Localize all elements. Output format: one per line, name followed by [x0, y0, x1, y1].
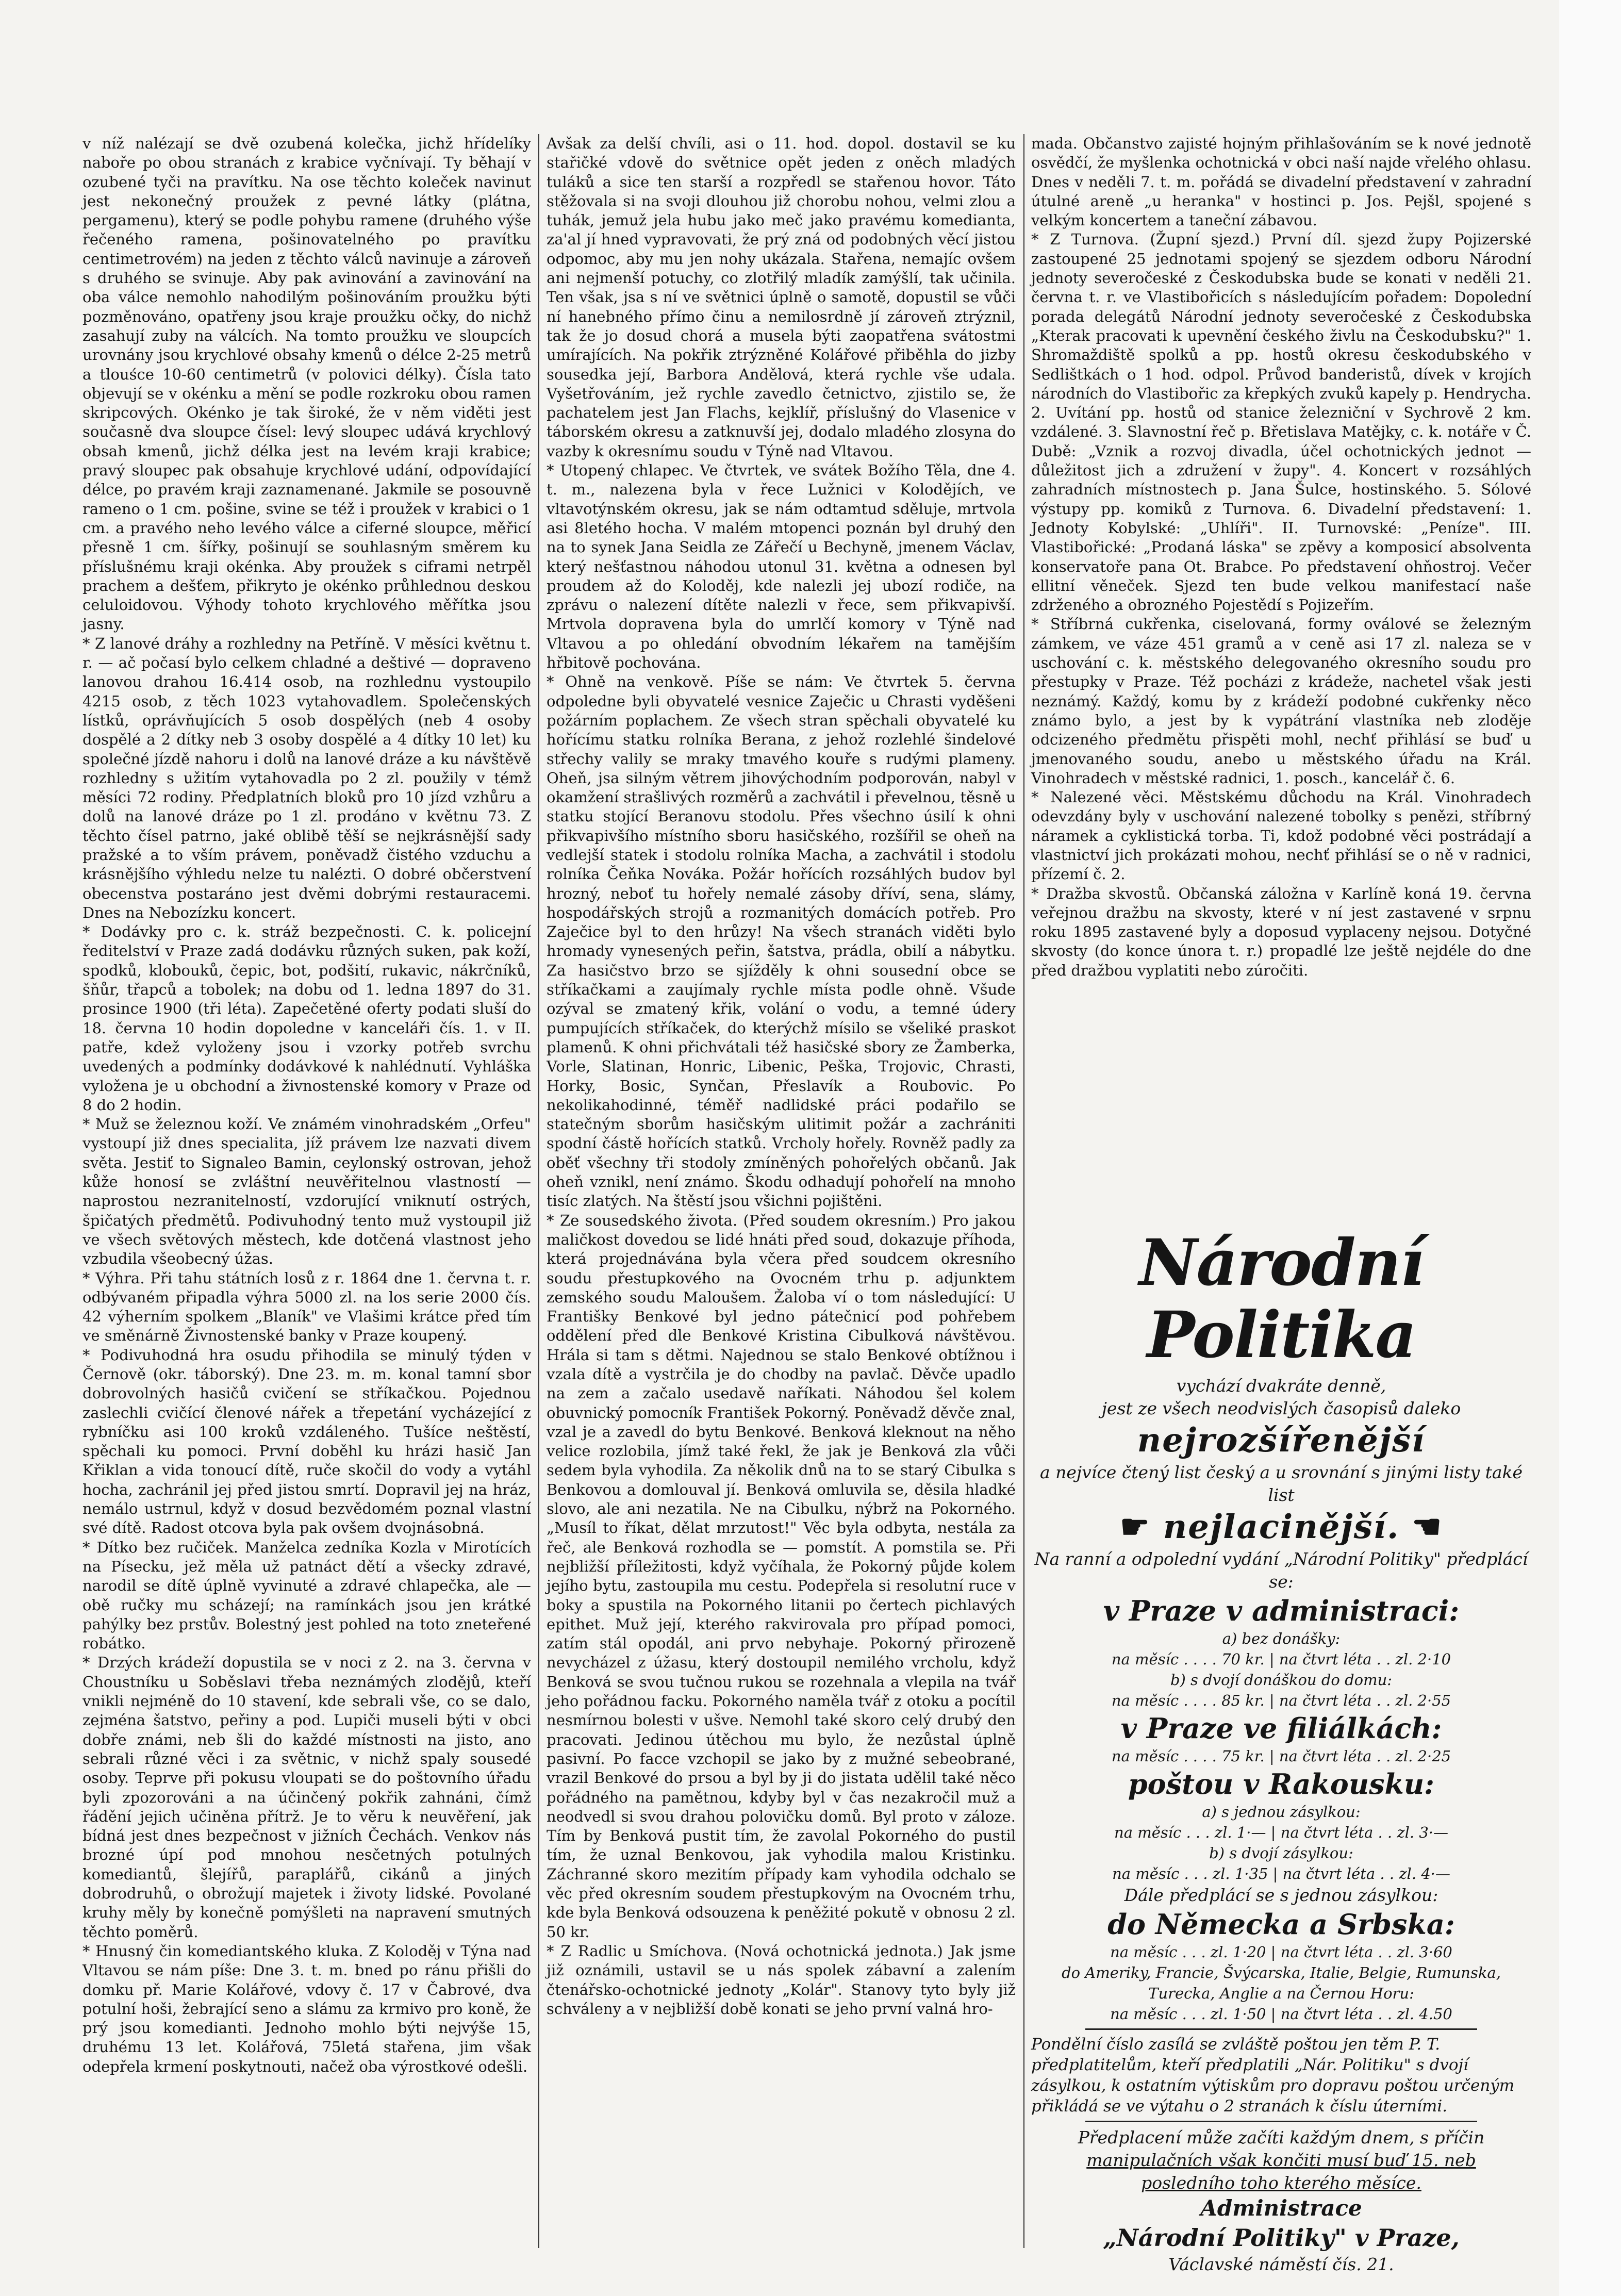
- column-rule: [538, 134, 539, 2248]
- article-paragraph: * Dítko bez ručiček. Manželca zedníka Kozla v Mirotících na Písecku, jež měla už patnáct dětí a všecky zdravé, narodil se dítě úplně vyvinuté a zdravé chlapečka, ale — obě ručky mu scházejí; na ramínkách jsou jen krátké pahýlky bez prstův. Bolestný jest pohled na toto zneteřené robátko.: [82, 1538, 531, 1653]
- ad-price-row: na měsíc . . . zl. 1·50 | na čtvrt léta . . zl. 4.50: [1110, 2005, 1452, 2023]
- article-paragraph: mada. Občanstvo zajisté hojným přihlašováním se k nové jednotě osvědčí, že myšlenka ochotnická v obci naší najde vřelého ohlasu. Dnes v neděli 7. t. m. pořádá se divadelní představení v zahradní útulné areně „u heranka" v hostinci p. Jos. Pejšl, spojené s velkým koncertem a taneční zábavou.: [1031, 135, 1531, 229]
- column-3: [1031, 134, 1531, 2274]
- pointing-hand-icon: ☛: [1120, 1508, 1163, 1546]
- ad-admin-name: „Národní Politiky" v Praze,: [1103, 2224, 1460, 2252]
- ad-line: Na ranní a odpolední vydání „Národní Politiky" předplácí se:: [1034, 1549, 1528, 1592]
- column-rule: [1023, 134, 1024, 2248]
- ad-price-label: b) s dvojí zásylkou:: [1209, 1844, 1353, 1862]
- column-3-articles: [1031, 134, 1531, 980]
- ad-line: Dále předplácí se s jednou zásylkou:: [1124, 1885, 1438, 1905]
- ad-line: jest ze všech neodvislých časopisů daleko: [1101, 1398, 1461, 1418]
- ad-divider: [1085, 2121, 1477, 2122]
- ad-admin-address: Václavské náměstí čís. 21.: [1168, 2254, 1394, 2274]
- ad-headline: [1031, 1507, 1531, 1548]
- newspaper-page: [82, 134, 1531, 2274]
- ad-administrace: Administrace: [1200, 2195, 1362, 2221]
- ad-line: a nejvíce čtený list český a u srovnání s jinými listy také list: [1039, 1462, 1523, 1505]
- ad-price-row: na měsíc . . . . 70 kr. | na čtvrt léta . . zl. 2·10: [1111, 1650, 1451, 1668]
- ad-note: Pondělní číslo zasílá se zvláště poštou jen těm P. T. předplatitelům, kteří předplatili „Nár. Politiku" s dvojí zásylkou, k ostatním výtiskům pro dopravu poštou určeným přikládá se ve výtahu o 2 stranách k číslu úterními.: [1031, 2035, 1515, 2116]
- ad-subhead: v Praze ve filiálkách:: [1120, 1712, 1442, 1745]
- pointing-hand-icon: ☚: [1399, 1508, 1443, 1546]
- article-paragraph: * Ze sousedského života. (Před soudem okresním.) Pro jakou maličkost dovedou se lidé hnáti před soud, dokazuje příhoda, která projednávána byla včera před soudcem okresního soudu přestupkového na Ovocném trhu p. adjunktem zemského soudu Maloušem. Žaloba ví o tom následující: U Františky Benkové byl jedno pátečnicí pod pohřebem oddělení před dle Benkové Kristina Cibulková návštěvou. Hrála si tam s dětmi. Najednou se stalo Benkové obtížnou i vzala dítě a vystrčila je do chodby na pavlač. Děvče upadlo na zem a začalo usedavě naříkati. Náhodou šel kolem obuvnický pomocník František Pokorný. Poněvadž děvče znal, vzal je a zavedl do bytu Benkové. Benková kleknout na něho velice rozlobila, jímž také řekl, že jak je Benková zla vůči sedem byla vyhodila. Za několik dnů na to se starý Cibulka s Benkovou a domlouval jí. Benková omluvila se, děsila hladké slovo, ale ani nezatila. Ne na Cibulku, nýbrž na Pokorného. „Musíl to říkat, dělat mrzutost!" Věc byla odbyta, nestála za řeč, ale Benková rozhodla se — pomstít. A pomstila se. Při nejbližší příležitosti, když vyčíhala, že Pokorný půjde kolem jejího bytu, zastoupila mu cestu. Podepřela si resolutní ruce v boky a spustila na Pokorného litanii po čertech pichlavých epithet. Muž její, kterého rakvirovala pro případ pomoci, zatím stál opodál, ani prvo nebyhaje. Pokorný přirozeně nevycházel z úžasu, který dostoupil nemilého vrcholu, když Benková se svou tučnou rukou se rozehnala a vlepila na tvář jeho pořádnou facku. Pokorného naměla tvář z otoku a pocítil nesmírnou bolesti v ušve. Nemohl také skoro celý drubý den pracovati. Jedinou útěchou mu bylo, že nezůstal úplně pasivní. Po facce vzchopil se jako by z mužné sebeobrané, vrazil Benkové do prsou a byl by ji do jistata udělil také něco pořádného na pamětnou, kdyby byl v čas nezakročil muž a neodvedl si svou drahou polovičku domů. Byl proto v záloze. Tím by Benková pustit tím, že zavolal Pokorného do pustil tím, že uznal Benkovou, jak vyhodila malou Kristinku. Záchranné skoro mezitím případy kam vyhodila odchalo se věc před okresním soudem přestupkovým na Ovocném trhu, kde byla Benková odsouzena k peněžité pokutě v obnosu 2 zl. 50 kr.: [547, 1211, 1016, 1941]
- ad-subhead: v Praze v administraci:: [1103, 1594, 1460, 1627]
- page-margin-right: [1559, 0, 1621, 2296]
- article-paragraph: * Dodávky pro c. k. stráž bezpečnosti. C. k. policejní ředitelství v Praze zadá dodávku různých suken, pak koží, spodků, klobouků, čepic, bot, podšití, rukavic, nákrčníků, šňůr, třapců a tobolek; na dobu od 1. ledna 1897 do 31. prosince 1900 (tři léta). Zapečetěné oferty podati sluší do 18. června 10 hodin dopoledne v kanceláři čís. 1. v II. patře, kdež vyloženy jsou i vzorky potřeb svrchu uvedených a podmínky dodávkové k nahlédnutí. Vyhláška vyložena je u obchodní a živnostenské komory v Praze od 8 do 2 hodin.: [82, 923, 531, 1114]
- article-paragraph: * Výhra. Při tahu státních losů z r. 1864 dne 1. června t. r. odbývaném připadla výhra 5000 zl. na los serie 2000 čís. 42 výherním spolkem „Blaník" ve Vlašimi krátce před tím ve směnárně Živnostenské banky v Praze koupený.: [82, 1269, 531, 1345]
- ad-divider: [1085, 2028, 1477, 2030]
- ad-line: do Ameriky, Francie, Švýcarska, Italie, Belgie, Rumunska, Turecka, Anglie a na Černou Horu:: [1062, 1964, 1501, 2002]
- article-paragraph: * Muž se železnou koží. Ve známém vinohradském „Orfeu" vystoupí již dnes specialita, jíž právem lze nazvati divem světa. Jestiť to Signaleo Bamin, ceylonský ostrovan, jehož kůže honosí se zvláštní neuvěřitelnou vlastností — naprostou nezranitelností, vzdorující vniknutí ostrých, špičatých předmětů. Podivuhodný tento muž vystoupil již ve všech světových městech, kde dotčená vlastnost jeho vzbudila všeobecný úžas.: [82, 1115, 531, 1268]
- ad-price-label: b) s dvojí donáškou do domu:: [1170, 1671, 1393, 1689]
- ad-price-row: na měsíc . . . . 85 kr. | na čtvrt léta . . zl. 2·55: [1111, 1692, 1451, 1709]
- ad-price-row: na měsíc . . . . 75 kr. | na čtvrt léta . . zl. 2·25: [1111, 1747, 1451, 1765]
- article-paragraph: * Drzých krádeží dopustila se v noci z 2. na 3. června v Choustníku u Soběslavi třeba neznámých zlodějů, kteří vnikli nejméně do 10 stavení, kde sebrali vše, co se dalo, zejména šatstvo, peřiny a pod. Lupiči museli býti v obci dobře známi, neb šli do každé místnosti na jisto, ano sebrali různé věci i za světnic, v nichž spaly sousedé osoby. Teprve při pokusu vloupati se do poštovního úřadu byli zpozorováni a na účinčený pokřik zahnáni, čímž řádění jejich učiněna přítrž. Je to věru k neuvěření, jak bídná jest dnes bezpečnost v jižních Čechách. Venkov nás brozné úpí pod mnohou nesčetných potulných komediantů, šlejířů, paraplářů, cikánů a jiných dobrodruhů, o obrožují majetek i životy lidské. Povolané kruhy měly by konečně pomýšleti na napravení smutných těchto poměrů.: [82, 1654, 531, 1941]
- article-paragraph: * Dražba skvostů. Občanská záložna v Karlíně koná 19. června veřejnou dražbu na skvosty, které v ní jest zastavené v srpnu roku 1895 zastavené byly a doposud vyplaceny nejsou. Dotyčné skvosty (do konce února t. r.) propadlé lze ještě nejdéle do dne před dražbou vyplatiti nebo zúročiti.: [1031, 884, 1531, 979]
- article-paragraph: * Z Turnova. (Župní sjezd.) První díl. sjezd župy Pojizerské zastoupené 25 jednotami spojený se sjezdem odboru Národní jednoty severočeské z Českodubska bude se konati v neděli 21. června t. r. ve Vlastibořicích s následujícím pořadem: Dopolední porada delegátů Národní jednoty severočeské z Českodubska „Kterak pracovati k upevnění českého živlu na Českodubsku?" 1. Shromaždiště spolků a pp. hostů okresu českodubského v Sedlištkách o 1 hod. odpol. Průvod banderistů, dívek v krojích národních do Vlastibořic za křepkých zvuků kapely p. Hendrycha. 2. Uvítání pp. hostů od stanice železniční v Sychrově 2 km. vzdálené. 3. Slavnostní řeč p. Břetislava Matějky, c. k. notáře v Č. Dubě: „Vznik a rozvoj divadla, účel ochotnických jednot — důležitost jich a združení v župy". 4. Koncert v rozsáhlých zahradních místnostech p. Jana Šulce, hostinského. 5. Sólové výstupy pp. komiků z Turnova. 6. Divadelní představení: 1. Jednoty Kobylské: „Uhlíři". II. Turnovské: „Peníze". III. Vlastibořické: „Prodaná láska" se zpěvy a komposicí absolventa konservatoře pana Ot. Brabce. Po představení ohňostroj. Večer ellitní věneček. Sjezd ten bude velkou manifestací naše zdrženého a obrozného Pojestědí s Pojizeřím.: [1031, 230, 1531, 614]
- ad-price-label: a) s jednou zásylkou:: [1202, 1803, 1361, 1821]
- article-paragraph: * Podivuhodná hra osudu přihodila se minulý týden v Černově (okr. táborský). Dne 23. m. m. konal tamní sbor dobrovolných hasičů cvičení se stříkačkou. Pojednou zaslechli cvičící členové nářek a třepetání vycházející z rybníčku asi 100 kroků vzdáleného. Tušíce neštěstí, spěchali ku pomoci. První doběhl ku hrázi hasič Jan Křiklan a vida tonoucí dítě, ruče skočil do vody a vytáhl hocha, zachránil jej před jistou smrtí. Dopravil jej na hráz, nemálo ustrnul, když v dosud bezvědomém poznal vlastní své dítě. Radost otcova byla pak ovšem dvojnásobná.: [82, 1346, 531, 1537]
- article-paragraph: * Hnusný čin komediantského kluka. Z Koloděj v Týna nad Vltavou se nám píše: Dne 3. t. m. bned po ránu přišli do domku př. Marie Kolářové, vdovy č. 17 v Čabrové, dva potulní hoši, žebrající seno a slámu za krmivo pro koně, že prý jsou komedianti. Jednoho mohlo býti nejvýše 15, druhému 13 let. Kolářová, 75letá stařena, jim však odepřela krmení poskytnouti, načež oba výrostkové odešli.: [82, 1942, 531, 2075]
- article-paragraph: * Ohně na venkově. Píše se nám: Ve čtvrtek 5. června odpoledne byli obyvatelé vesnice Zaječic u Chrasti vyděšeni požárním poplachem. Ze všech stran spěchali obyvatelé ku hořícímu statku rolníka Berana, z jehož rozlehlé šindelové střechy valily se mraky tmavého kouře s rudými plameny. Oheň, jsa silným větrem jihovýchodním podporován, nabyl v okamžení strašlivých rozměrů a zachvátil i převelnou, těsně u statku stojící Beranovu stodolu. Přes všechno úsilí k ohni přikvapivšího místního sboru hasičského, rozšířil se oheň na vedlejší statek i stodolu rolníka Macha, a zachvátil i stodolu rolníka Čeňka Nováka. Požár hořících rozsáhlých budov byl hrozný, neboť tu hořely nemalé zásoby dříví, sena, slámy, hospodářských strojů a rozmanitých domácích potřeb. Pro Zaječice byl to den hrůzy! Na všech stranách viděti bylo hromady vynesených peřin, šatstva, prádla, obilí a nábytku. Za hasičstvo brzo se sjížděly k ohni sousední obce se stříkačkami a zaujímaly rychle místa podle ohně. Všude ozýval se zmatený křik, volání o vodu, a temné údery pumpujících stříkaček, do kterýchž mísilo se všeliké praskot plamenů. K ohni přichvátali též hasičské sbory ze Žamberka, Vorle, Slatinan, Honric, Libenic, Peška, Trojovic, Chrasti, Horky, Bosic, Synčan, Přeslavík a Roubovic. Po nekolikahodinné, téměř nadlidské práci podařilo se statečným sborům hasičským ulitimit požár a zachrániti spodní částě hořících statků. Vrcholy hořely. Rovněž padly za oběť všechny tři stodoly zmíněných pohořelých občanů. Jak oheň vznikl, není známo. Škodu odhadují pohořelí na mnoho tisíc zlatých. Na štěstí jsou všichni pojištěni.: [547, 673, 1016, 1210]
- ad-line: posledního toho kterého měsíce.: [1141, 2173, 1421, 2193]
- article-paragraph: * Nalezené věci. Městskému důchodu na Král. Vinohradech odevzdány byly v uschování nalezené tobolky s penězi, stříbrný náramek a cyklistická torba. Ti, kdož podobné věci postrádají a vlastnictví jich prokázati mohou, nechť přihlásí se o ně v radnici, přízemí č. 2.: [1031, 788, 1531, 883]
- ad-line: vychází dvakráte denně,: [1176, 1376, 1386, 1396]
- ad-line: manipulačních však končiti musí buď 15. neb: [1086, 2150, 1476, 2170]
- article-paragraph: Avšak za delší chvíli, asi o 11. hod. dopol. dostavil se ku stařičké vdově do světnice opět jeden z oněch mladých tuláků a sice ten starší a rozpředl se stařenou hovor. Táto stěžovala si na svoji dlouhou již chorobu nohou, velmi zlou a tuhák, jemuž jela hubu jako meč jako pravému komedianta, za'al jí hned vypravovati, že prý zná od podobných věcí jistou odpomoc, aby mu jen nohy ukázala. Stařena, nemajíc ovšem ani nejmenší potuchy, co zlotřilý mladík zamýšlí, tak učinila. Ten však, jsa s ní ve světnici úplně o samotě, dopustil se vůči ní hanebného přímo činu a nemilosrdně jí zároveň ztrýznil, tak že jo dosud chorá a musela býti zaopatřena svátostmi umírajících. Na pokřik ztrýzněné Kolářové přiběhla do jizby sousedka její, Barbora Andělová, která rychle vše udala. Vyšetřováním, jež rychle zavedlo četnictvo, zjistilo se, že pachatelem jest Jan Flachs, kejklíř, příslušný do Vlasenice v táborském okresu a zatknuvší jej, dodalo mladého zlosyna do vazby k okresnímu soudu v Týně nad Vltavou.: [547, 135, 1016, 460]
- advertisement-narodni-politika: [1031, 1226, 1531, 2274]
- article-paragraph: v níž nalézají se dvě ozubená kolečka, jichž hřídelíky naboře po obou stranách z krabice vyčnívají. Ty běhají v ozubené tyči na pravítku. Na ose těchto koleček navinut jest nekonečný proužek z pevné látky (plátna, pergamenu), který se podle pohybu ramene (druhého výše řečeného ramena, pošinovatelného po pravítku centimetrovém) na jeden z těchto válců navinuje a zároveň s druhého se svinuje. Aby pak avinování a zavinování na oba válce nemohlo nahodilým pošinováním proužku býti pozměnováno, opatřeny jsou kraje proužku očky, do nichž zasahují zuby na válcích. Na tomto proužku ve sloupcích urovnány jsou krychlové obsahy kmenů o délce 2-25 metrů a tlouśce 10-60 centimetrů (v polovici délky). Čísla tato objevují se v okénku a mění se podle rozkroku obou ramen skripcových. Okénko je tak široké, že v něm viděti jest současně dva sloupce čísel: levý sloupec udává krychlový obsah kmenů, jichž délka jest na levém kraji krabice; pravý sloupec pak obsahuje krychlové udání, odpovídající délce, po pravém kraji zaznamenané. Jakmile se posouvně rameno o 1 cm. pošine, svine se též i proužek v krabici o 1 cm. a pravého neho levého válce a ciferné sloupce, měřicí přesně 1 cm. šířky, pošinují se souhlasným směrem ku příslušnému kraji okénka. Aby proužek s ciframi netrpěl prachem a dešťem, přikryto je okénko průhlednou deskou celuloidovou. Výhody tohoto krychlového měřítka jsou jasny.: [82, 135, 531, 633]
- article-paragraph: * Z Radlic u Smíchova. (Nová ochotnická jednota.) Jak jsme již oznámili, ustavil se u nás spolek zábavní a zalením čtenářsko-ochotnické jednoty „Kolár". Stanovy tyto byly již schváleny a v nejbližší době konati se jeho první valná hro-: [547, 1942, 1016, 2018]
- article-paragraph: * Z lanové dráhy a rozhledny na Petříně. V měsíci květnu t. r. — ač počasí bylo celkem chladné a deštivé — dopraveno lanovou drahou 16.414 osob, na rozhlednu vystoupilo 4215 osob, z těch 1023 vytahovadlem. Společenských lístků, oprávňujících 5 osob dospělých (neb 4 osoby dospělé a 2 dítky neb 3 osoby dospělé a 4 dítky 10 let) ku společné jízdě nahoru i dolů na lanové dráze a ku návštěvě rozhledny s užitím vytahovadla po 2 zl. použily v témž měsíci 72 rodiny. Předplatních bloků pro 10 jízd vzhůru a dolů na lanové dráze po 1 zl. prodáno v květnu 73. Z těchto čísel patrno, jaké oblibě těší se nejkrásnější sady pražské a to vším právem, poněvadž čistého vzduchu a krásnějšího výhledu nelze tu nalézti. O dobré občerstvení obecenstva postaráno jest dvěmi dobrými restauracemi. Dnes na Nebozízku koncert.: [82, 634, 531, 921]
- ad-headline: nejrozšířenější: [1137, 1421, 1426, 1460]
- ad-line: Předplacení může začíti každým dnem, s příčin: [1078, 2127, 1485, 2148]
- ad-masthead: Národní Politika: [1139, 1226, 1424, 1373]
- column-2: [547, 134, 1016, 2258]
- ad-subhead: poštou v Rakousku:: [1128, 1768, 1435, 1801]
- column-1: [82, 134, 531, 2258]
- ad-headline-text: nejlacinější.: [1163, 1508, 1400, 1546]
- ad-price-row: na měsíc . . . zl. 1·— | na čtvrt léta . . zl. 3·—: [1114, 1824, 1448, 1841]
- article-paragraph: * Stříbrná cukřenka, ciselovaná, formy oválové se železným zámkem, ve váze 451 gramů a v ceně asi 17 zl. naleza se v uschování c. k. městského delegovaného okresního soudu pro přestupky v Praze. Též pocházi z krádeže, nachetel však jesti neznámý. Každý, komu by z krádeží podobné cukřenky něco známo bylo, a jest by k vypátrání vlastníka neb zloděje odcizeného předmětu přispěti mohl, nechť přihlásí se buď u jmenovaného soudu, anebo u městského úřadu na Král. Vinohradech v městské radnici, 1. posch., kancelář č. 6.: [1031, 615, 1531, 787]
- article-paragraph: * Utopený chlapec. Ve čtvrtek, ve svátek Božího Těla, dne 4. t. m., nalezena byla v řece Lužnici v Kolodějích, ve vltavotýnském okresu, jak se nám odtamtud sděluje, mrtvola asi 8letého hocha. V malém mtopenci poznán byl druhý den na to synek Jana Seidla ze Zářečí u Bechyně, jmenem Václav, který nešťastnou náhodou utonul 31. května a odnesen byl proudem až do Koloděj, kde nalezli jej ubozí rodiče, na zprávu o nalezení dítěte nalezli v řece, sem přikvapivší. Mrtvola dopravena byla do umrlčí komory v Týně nad Vltavou a po ohledání obvodním lékařem na tamějším hřbitově pochována.: [547, 461, 1016, 672]
- ad-price-row: na měsíc . . . zl. 1·20 | na čtvrt léta . . zl. 3·60: [1110, 1943, 1452, 1961]
- ad-price-row: na měsíc . . . zl. 1·35 | na čtvrt léta . . zl. 4·—: [1112, 1865, 1450, 1882]
- ad-price-label: a) bez donášky:: [1222, 1630, 1341, 1647]
- ad-subhead: do Německa a Srbska:: [1107, 1908, 1455, 1941]
